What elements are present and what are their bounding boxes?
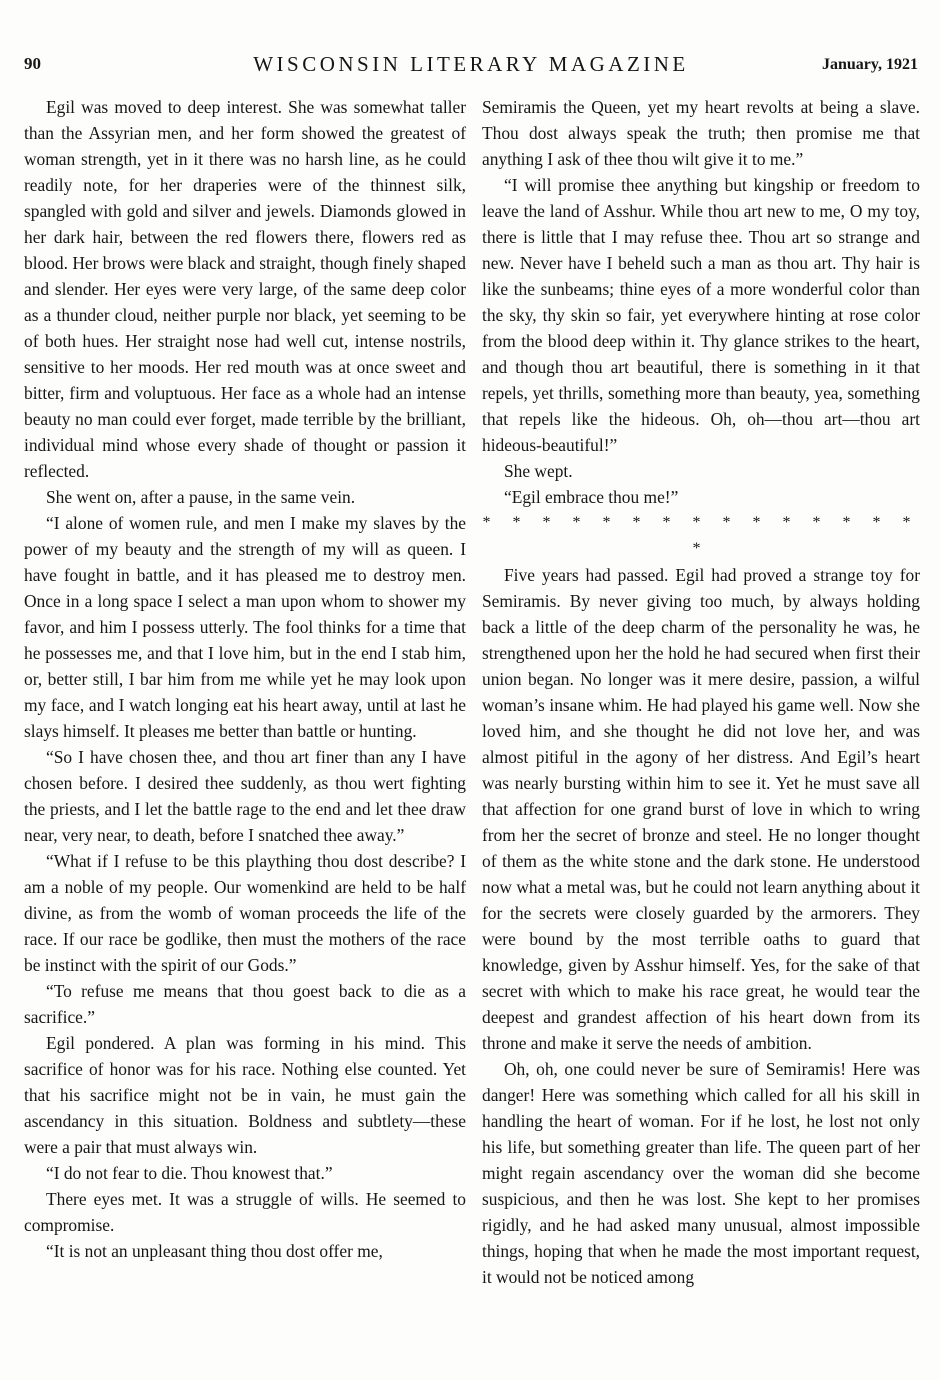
page-number: 90 [24,54,41,73]
paragraph: Semiramis the Queen, yet my heart revolts at being a slave. Thou dost always speak the truth; then promise me that anything I ask of thee thou wilt give it to me.” [482,97,920,169]
paragraph: Egil pondered. A plan was forming in his mind. This sacrifice of honor was for his race. Nothing else counted. Yet that his sacrifice might not be in vain, he must gain the ascendancy in this situation. Boldness and subtlety—these were a pair that must always win. [24,1033,466,1157]
paragraph: Egil was moved to deep interest. She was somewhat taller than the Assyrian men, and her form showed the greatest of woman strength, yet in it there was no harsh line, as he could readily note, for her draperies were of the thinnest silk, spangled with gold and silver and jewels. Diamonds glowed in her dark hair, between the red flowers there, flowers red as blood. Her brows were black and straight, though finely shaped and slender. Her eyes were very large, of the same deep color as a thunder cloud, neither purple nor black, yet seeming to be of both hues. Her straight nose had well cut, intense nostrils, sensitive to her moods. Her red mouth was at once sweet and bitter, firm and voluptuous. Her face as a whole had an intense beauty no man could ever forget, made terrible by the brilliant, individual mind whose every shade of thought or passion it reflected. [24,97,466,481]
left-column [24,94,466,1264]
paragraph: Five years had passed. Egil had proved a strange toy for Semiramis. By never giving too much, by always holding back a little of the deep charm of the personality he was, he strengthened upon her the hold he had secured when first their union began. No longer was it mere desire, passion, a wilful woman’s insane whim. He had played his game well. Now she loved him, and she thought he did not love her, and was almost pitiful in the agony of her distress. And Egil’s heart was nearly bursting within him to see it. Yet he must save all that affection for one grand burst of love in which to wring from her the secret of bronze and steel. He no longer thought of them as the white stone and the dark stone. He understood now what a metal was, but he could not learn anything about it for the secrets were closely guarded by the armorers. They were bound by the most terrible oaths to guard that knowledge, given by Asshur himself. Yes, for the sake of that secret with which to make his race great, he would tear the deepest and grandest affection of his heart down from its throne and make it serve the needs of ambition. [482,565,920,1053]
paragraph: “Egil embrace thou me!” [504,487,679,507]
page-header [24,52,918,82]
right-column [482,94,920,1290]
issue-date: January, 1921 [821,56,918,73]
paragraph: Oh, oh, one could never be sure of Semiramis! Here was danger! Here was something which called for all his skill in handling the heart of woman. For if he lost, he lost not only his life, but something greater than life. The queen part of her might regain ascendancy over the woman did she become suspicious, and then he was lost. She kept to her promises rigidly, and he had asked many unusual, almost impossible things, hoping that when he made the most important request, it would not be noticed among [482,1059,920,1287]
paragraph: She went on, after a pause, in the same vein. [46,487,356,507]
paragraph: “What if I refuse to be this plaything thou dost describe? I am a noble of my people. Our womenkind are held to be half divine, as from the womb of woman proceeds the life of the race. If our race be godlike, then must the mothers of the race be instinct with the spirit of our Gods.” [24,851,466,975]
paragraph: “I alone of women rule, and men I make my slaves by the power of my beauty and the strength of my will as queen. I have fought in battle, and it has pleased me to destroy men. Once in a long space I select a man upon whom to shower my favor, and him I possess utterly. The fool thinks for a time that he possesses me, and that I love him, but in the end I stab him, or, better still, I bar him from me while yet he may look upon my face, and I watch longing eat his heart away, until at last he slays himself. It pleases me better than battle or hunting. [24,513,466,741]
paragraph: She wept. [504,461,573,481]
paragraph: There eyes met. It was a struggle of wills. He seemed to compromise. [24,1189,466,1235]
paragraph: “So I have chosen thee, and thou art finer than any I have chosen before. I desired thee suddenly, as thou wert fighting the priests, and I let the battle rage to the end and let thee draw near, very near, to death, before I snatched thee away.” [24,747,466,845]
paragraph: “I do not fear to die. Thou knowest that.” [46,1163,333,1183]
section-separator: * * * * * * * * * * * * * * * * [482,514,920,557]
paragraph: “It is not an unpleasant thing thou dost offer me, [46,1241,383,1261]
paragraph: “To refuse me means that thou goest back to die as a sacrifice.” [24,981,466,1027]
paragraph: “I will promise thee anything but kingship or freedom to leave the land of Asshur. While thou art new to me, O my toy, there is little that I may refuse thee. Thou art so strange and new. Never have I beheld such a man as thou art. Thy hair is like the sunbeams; thine eyes of a more wonderful color than the sky, thy skin so fair, yet everywhere hinting at rose color from the blood deep within it. Thy glance strikes to the heart, and though thou art beautiful, there is something in it that repels, yet thrills, something more than beauty, yea, something that repels like the hideous. Oh, oh—thou art—thou art hideous-beautiful!” [482,175,920,455]
magazine-title: WISCONSIN LITERARY MAGAZINE [253,52,689,76]
